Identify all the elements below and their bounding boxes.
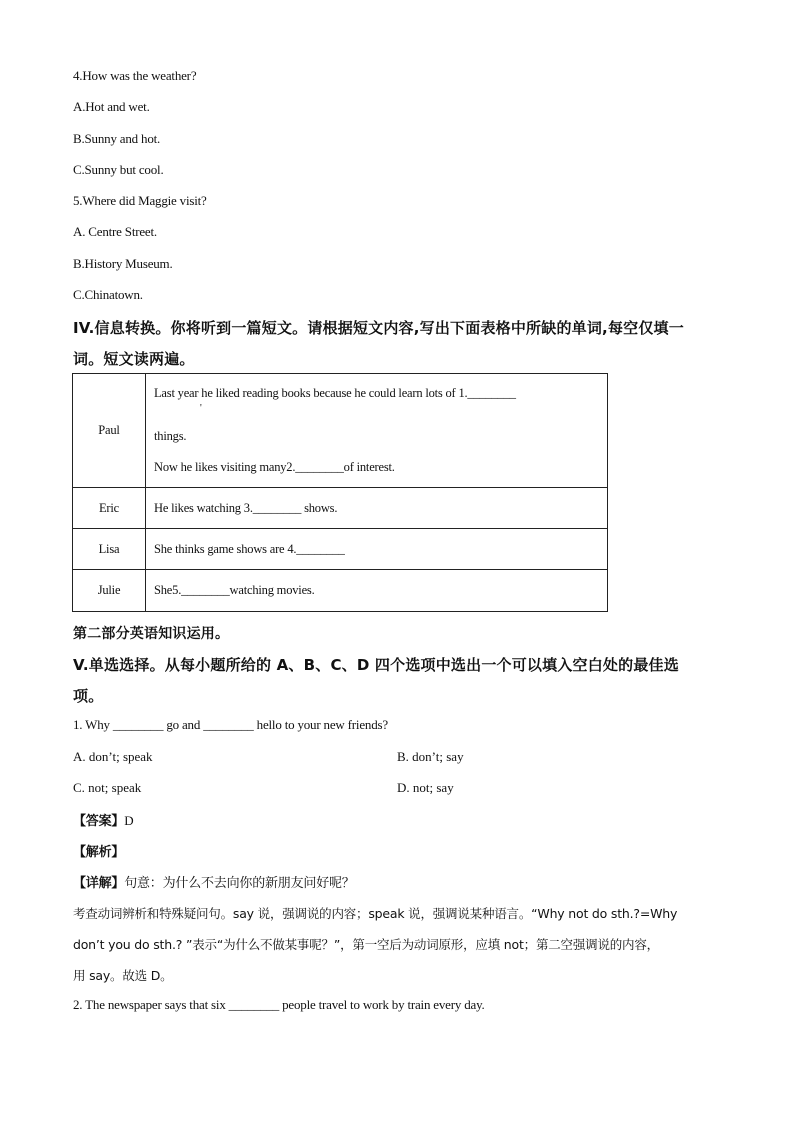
- row-content: [146, 374, 608, 488]
- question-1-option-d: D. not; say: [397, 780, 454, 795]
- paul-line-3: Now he likes visiting many2.________of interest.: [154, 460, 395, 474]
- question-5-option-c: C.Chinatown.: [73, 287, 143, 302]
- question-1-option-c: C. not; speak: [73, 780, 142, 795]
- row-content: She thinks game shows are 4.________: [146, 529, 608, 570]
- row-name: Lisa: [73, 529, 146, 570]
- section-4-heading-cont: 词。短文读两遍。: [73, 350, 195, 368]
- row-name: Eric: [73, 488, 146, 529]
- info-table: [72, 373, 608, 612]
- explanation-line-3: 用 say。故选 D。: [73, 968, 173, 983]
- question-4-option-a: A.Hot and wet.: [73, 99, 150, 114]
- row-name: Julie: [73, 570, 146, 612]
- explanation-line-1: 考查动词辨析和特殊疑问句。say 说，强调说的内容；speak 说，强调说某种语言。“Why not do sth.?=Why: [73, 906, 678, 921]
- table-row: [73, 488, 608, 529]
- question-1-option-a: A. don’t; speak: [73, 749, 153, 764]
- question-1-option-b: B. don’t; say: [397, 749, 464, 764]
- question-5-option-a: A. Centre Street.: [73, 224, 157, 239]
- row-content: She5.________watching movies.: [146, 570, 608, 612]
- question-4-stem: 4.How was the weather?: [73, 68, 197, 83]
- question-5-stem: 5.Where did Maggie visit?: [73, 193, 207, 208]
- stray-mark: ': [200, 403, 202, 414]
- table-row: [73, 374, 608, 488]
- paul-line-1: Last year he liked reading books because he could learn lots of 1.________: [154, 386, 516, 400]
- table-row: [73, 570, 608, 612]
- question-1-stem: 1. Why ________ go and ________ hello to your new friends?: [73, 717, 388, 732]
- question-4-option-c: C.Sunny but cool.: [73, 162, 164, 177]
- table-row: [73, 529, 608, 570]
- row-name: Paul: [73, 374, 146, 488]
- section-5-heading-cont: 项。: [73, 687, 104, 705]
- section-4-heading: IV.信息转换。你将听到一篇短文。请根据短文内容,写出下面表格中所缺的单词,每空仅填一: [73, 319, 684, 337]
- question-2-stem: 2. The newspaper says that six ________ people travel to work by train every day.: [73, 997, 485, 1012]
- explanation-line-2: don’t you do sth.? ”表示“为什么不做某事呢？”，第一空后为动词原形，应填 not；第二空强调说的内容，: [73, 937, 659, 952]
- question-5-option-b: B.History Museum.: [73, 256, 173, 271]
- analysis-label: 【解析】: [73, 845, 125, 860]
- part-2-title: 第二部分英语知识运用。: [73, 626, 230, 642]
- detail-line: [73, 872, 355, 891]
- paul-line-2: things.: [154, 429, 187, 443]
- row-content: He likes watching 3.________ shows.: [146, 488, 608, 529]
- section-5-heading: V.单选选择。从每小题所给的 A、B、C、D 四个选项中选出一个可以填入空白处的最佳选: [73, 656, 679, 674]
- answer-label: 【答案】: [73, 814, 125, 829]
- question-4-option-b: B.Sunny and hot.: [73, 131, 161, 146]
- detail-label: 【详解】: [73, 876, 125, 891]
- detail-text: 句意：为什么不去向你的新朋友问好呢？: [124, 876, 355, 891]
- answer-value: D: [124, 813, 134, 828]
- answer-line: [73, 810, 133, 829]
- analysis-line: [73, 841, 124, 860]
